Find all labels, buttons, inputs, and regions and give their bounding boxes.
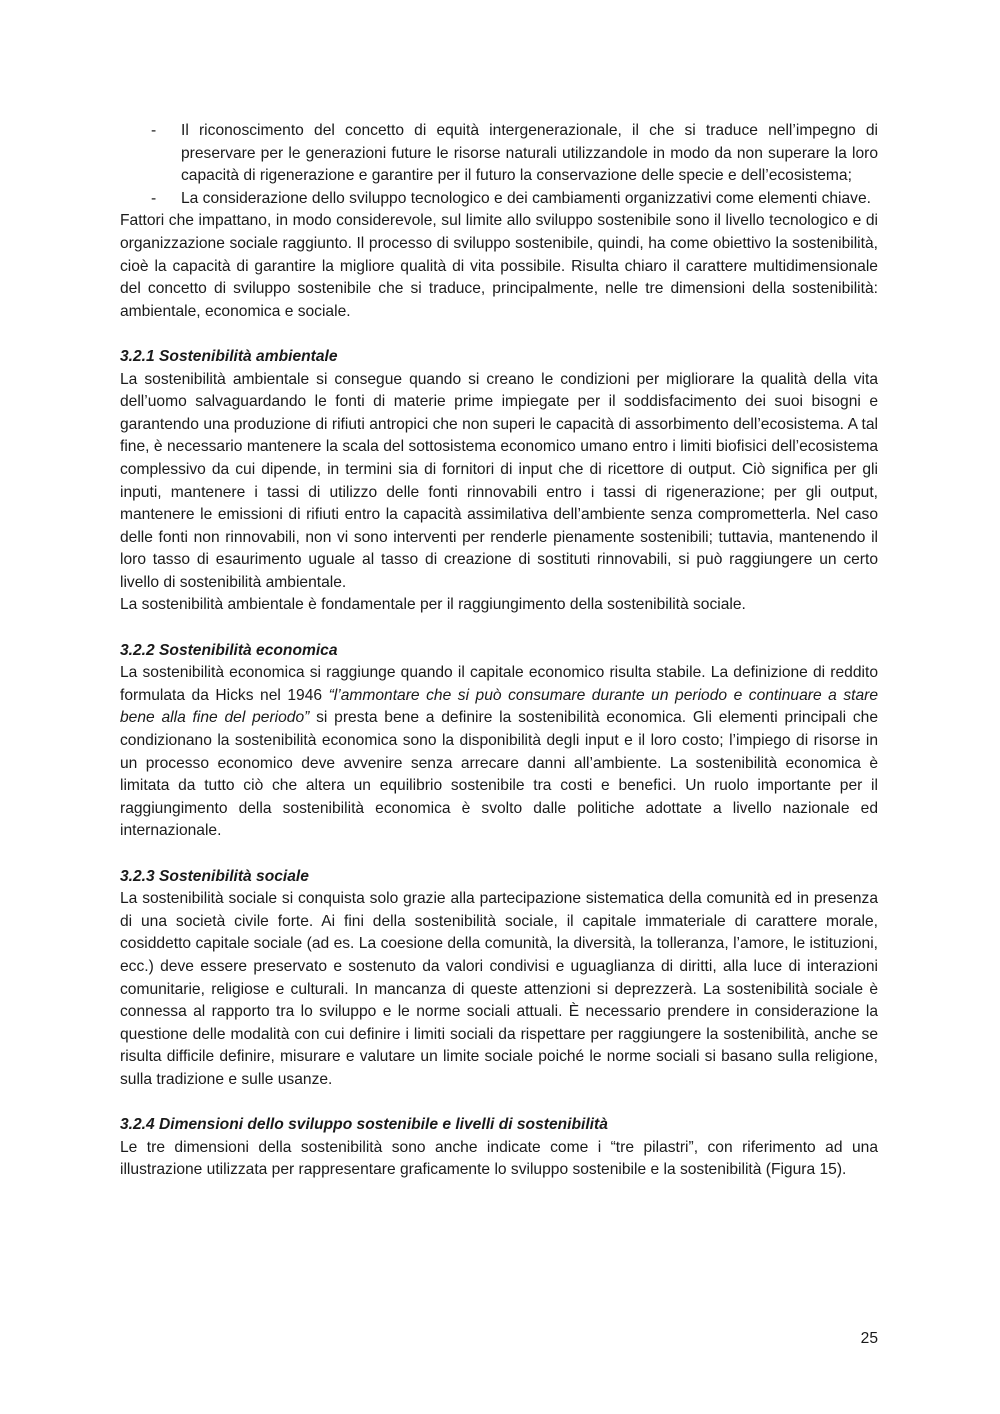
bullet-text: La considerazione dello sviluppo tecnologico e dei cambiamenti organizzativi come elementi chiave. xyxy=(181,189,871,207)
spacer xyxy=(120,617,878,640)
spacer xyxy=(120,843,878,866)
bullet-item xyxy=(120,188,878,211)
section-paragraph-ambientale: La sostenibilità ambientale si consegue quando si creano le condizioni per migliorare la qualità della vita dell’uomo salvaguardando le fonti di materie prime impiegate per il soddisfacimento dei suoi bisogni e garantendo una produzione di rifiuti antropici che non superi le capacità di assorbimento dell’ecosistema. A tal fine, è necessario mantenere la scala del sottosistema economico umano entro i limiti biofisici dell’ecosistema complessivo da cui dipende, in termini sia di fornitori di input che di ricettore di output. Ciò significa per gli inputi, mantenere i tassi di utilizzo delle fonti rinnovabili entro i tassi di rigenerazione; per gli output, mantenere le emissioni di rifiuti entro la capacità assimilativa dell’ambiente senza comprometterla. Nel caso delle fonti non rinnovabili, non vi sono interventi per renderle pienamente sostenibili; tuttavia, mantenendo il loro tasso di esaurimento uguale al tasso di creazione di sostituti rinnovabili, si può raggiungere un certo livello di sostenibilità ambientale. xyxy=(120,370,878,591)
section-heading-sociale: 3.2.3 Sostenibilità sociale xyxy=(120,867,309,885)
section-paragraph-ambientale-2: La sostenibilità ambientale è fondamentale per il raggiungimento della sostenibilità sociale. xyxy=(120,596,746,614)
section-paragraph-sociale: La sostenibilità sociale si conquista solo grazie alla partecipazione sistematica della comunità ed in presenza di una società civile forte. Ai fini della sostenibilità sociale, il capitale immateriale di carattere morale, cosiddetto capitale sociale (ad es. La coesione della comunità, la diversità, la tolleranza, l’amore, le istituzioni, ecc.) deve essere preservato e sostenuto da valori condivisi e uguaglianza di diritti, alla luce di interazioni comunitarie, religiose e culturali. In mancanza di queste attenzioni si deprezzerà. La sostenibilità sociale è connessa al rapporto tra lo sviluppo e le norme sociali attuali. È necessario prendere in considerazione la questione delle modalità con cui definire i limiti sociali da rispettare per raggiungere la sostenibilità, anche se risulta difficile definire, misurare e valutare un limite sociale poiché le norme sociali si basano sulla religione, sulla tradizione e sulle usanze. xyxy=(120,890,878,1088)
economica-text-after: si presta bene a definire la sostenibilità economica. Gli elementi principali che condizionano la sostenibilità economica sono la disponibilità degli input e il loro costo; l’impiego di risorse in un processo economico deve avvenire senza arrecare danni all’ambiente. La sostenibilità economica è limitata da tutto ciò che altera un equilibrio sostenibile tra costi e benefici. Un ruolo importante per il raggiungimento della sostenibilità economica è svolto dalle politiche adottate a livello nazionale ed internazionale. xyxy=(120,709,878,840)
bullet-item xyxy=(120,120,878,188)
document-page xyxy=(120,120,878,1182)
section-paragraph-dimensioni: Le tre dimensioni della sostenibilità sono anche indicate come i “tre pilastri”, con riferimento ad una illustrazione utilizzata per rappresentare graficamente lo sviluppo sostenibile e la sostenibilità (Figura 15). xyxy=(120,1138,878,1179)
hicks-quote: “l’ammontare che si può consumare durante un periodo e continuare a stare bene alla fine del periodo” xyxy=(120,686,879,727)
spacer xyxy=(120,1092,878,1115)
bullet-marker: - xyxy=(151,189,157,207)
section-paragraph-economica xyxy=(120,662,878,843)
bullet-text: Il riconoscimento del concetto di equità intergenerazionale, il che si traduce nell’impegno di preservare per le generazioni future le risorse naturali utilizzandole in modo da non superare la loro capacità di rigenerazione e garantire per il futuro la conservazione delle specie e dell’ecosistema; xyxy=(181,122,878,185)
section-heading-dimensioni: 3.2.4 Dimensioni dello sviluppo sostenibile e livelli di sostenibilità xyxy=(120,1116,608,1134)
spacer xyxy=(120,323,878,346)
economica-text-before: La sostenibilità economica si raggiunge quando il capitale economico risulta stabile. La definizione di reddito formulata da Hicks nel 1946 xyxy=(120,664,878,704)
section-heading-ambientale: 3.2.1 Sostenibilità ambientale xyxy=(120,347,338,365)
bullet-marker: - xyxy=(151,122,157,139)
intro-paragraph: Fattori che impattano, in modo considerevole, sul limite allo sviluppo sostenibile sono il livello tecnologico e di organizzazione sociale raggiunto. Il processo di sviluppo sostenibile, quindi, ha come obiettivo la sostenibilità, cioè la capacità di garantire la migliore qualità di vita possibile. Risulta chiaro il carattere multidimensionale del concetto di sviluppo sostenibile che si traduce, principalmente, nelle tre dimensioni della sostenibilità: ambientale, economica e sociale. xyxy=(120,212,878,320)
section-heading-economica: 3.2.2 Sostenibilità economica xyxy=(120,641,338,659)
page-number: 25 xyxy=(860,1330,878,1347)
bullet-list xyxy=(120,120,878,210)
